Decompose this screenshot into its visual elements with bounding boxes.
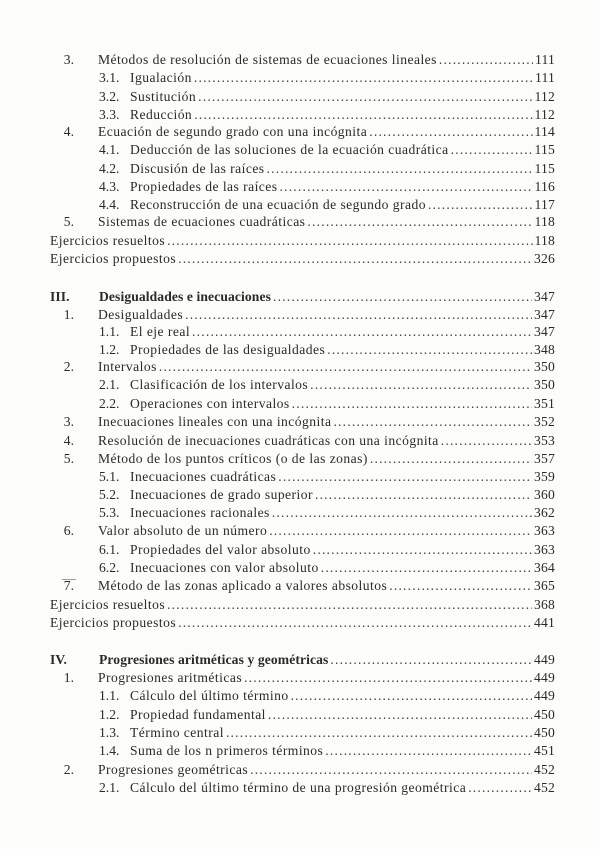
toc-entry-title: Suma de los n primeros términos <box>130 743 324 758</box>
toc-entry <box>0 595 600 615</box>
toc-entry <box>0 668 600 688</box>
toc-entry <box>0 68 600 88</box>
toc-entry-page: 352 <box>534 414 555 429</box>
dot-leader <box>333 412 532 432</box>
toc-entry-number: 1. <box>63 670 74 685</box>
toc-entry-title: Ejercicios propuestos <box>50 615 177 630</box>
toc-entry <box>0 503 600 523</box>
toc-entry-page: 363 <box>534 542 555 557</box>
toc-entry-number: 5.3. <box>99 505 120 520</box>
toc-entry <box>0 322 600 342</box>
toc-entry-page: 450 <box>534 725 555 740</box>
dot-leader <box>167 231 532 251</box>
toc-entry <box>0 576 600 596</box>
toc-entry <box>0 375 600 395</box>
dot-leader <box>178 613 532 633</box>
toc-entry <box>0 50 600 70</box>
toc-entry-title: Desigualdades e inecuaciones <box>99 289 271 304</box>
toc-entry-number: 3. <box>63 52 74 67</box>
dot-leader <box>159 357 532 377</box>
toc-entry-number: 4.1. <box>99 142 120 157</box>
toc-entry-number: 4. <box>63 433 74 448</box>
toc-entry-title: Valor absoluto de un número <box>98 523 268 538</box>
toc-entry <box>0 723 600 743</box>
toc-entry-number: 2.1. <box>99 377 120 392</box>
toc-entry-number: III. <box>50 289 70 304</box>
toc-entry <box>0 449 600 469</box>
dot-leader <box>315 485 532 505</box>
toc-entry-number: 1.4. <box>99 743 120 758</box>
toc-entry-number: 2. <box>63 762 74 777</box>
toc-entry <box>0 231 600 251</box>
toc-entry-page: 363 <box>534 523 555 538</box>
toc-entry-page: 118 <box>534 214 555 229</box>
toc-entry <box>0 177 600 197</box>
toc-entry <box>0 467 600 487</box>
toc-entry-title: Cálculo del último término <box>130 688 289 703</box>
toc-entry <box>0 140 600 160</box>
toc-entry-number: 3.3. <box>99 107 120 122</box>
dot-leader <box>291 686 532 706</box>
toc-entry-title: Ejercicios resueltos <box>50 233 166 248</box>
toc-entry <box>0 249 600 269</box>
toc-entry-title: Ejercicios resueltos <box>50 597 166 612</box>
toc-entry-title: Propiedades de las desigualdades <box>130 342 326 357</box>
toc-entry-page: 116 <box>534 179 555 194</box>
toc-entry-page: 348 <box>534 342 555 357</box>
dot-leader <box>269 521 532 541</box>
toc-entry-title: Cálculo del último término de una progresión geométrica <box>130 780 467 795</box>
dot-leader <box>226 723 532 743</box>
toc-entry-title: Propiedades de las raíces <box>130 179 278 194</box>
toc-entry <box>0 521 600 541</box>
toc-entry-title: Sustitución <box>130 89 197 104</box>
dot-leader <box>321 558 532 578</box>
toc-entry-page: 449 <box>534 670 555 685</box>
toc-entry-number: 3. <box>63 414 74 429</box>
toc-entry <box>0 87 600 107</box>
toc-entry-title: Propiedades del valor absoluto <box>130 542 311 557</box>
toc-entry-page: 368 <box>534 597 555 612</box>
toc-entry-title: Métodos de resolución de sistemas de ecuaciones lineales <box>98 52 437 67</box>
toc-entry-number: 3.2. <box>99 89 120 104</box>
dot-leader <box>310 375 532 395</box>
dot-leader <box>370 449 532 469</box>
toc-entry-page: 112 <box>534 89 555 104</box>
toc-entry-title: Ejercicios propuestos <box>50 251 177 266</box>
toc-entry <box>0 686 600 706</box>
dot-leader <box>369 122 532 142</box>
toc-entry <box>0 558 600 578</box>
toc-entry-title: El eje real <box>130 324 191 339</box>
toc-entry-page: 452 <box>534 762 555 777</box>
toc-entry-page: 441 <box>534 615 555 630</box>
toc-entry-number: 6.2. <box>99 560 120 575</box>
dot-leader <box>280 177 533 197</box>
dot-leader <box>292 394 532 414</box>
toc-entry-page: 353 <box>534 433 555 448</box>
toc-entry-number: 4. <box>63 124 74 139</box>
dot-leader <box>325 741 532 761</box>
toc-entry-page: 111 <box>535 70 555 85</box>
toc-entry <box>0 778 600 798</box>
toc-entry <box>0 650 600 670</box>
toc-entry-title: Ecuación de segundo grado con una incógnita <box>98 124 368 139</box>
toc-entry-page: 357 <box>534 451 555 466</box>
toc-entry-number: 4.2. <box>99 161 120 176</box>
toc-entry-title: Igualación <box>130 70 192 85</box>
dot-leader <box>441 431 532 451</box>
dot-leader <box>330 650 532 670</box>
toc-entry-title: Intervalos <box>98 359 157 374</box>
dot-leader <box>272 503 532 523</box>
dot-leader <box>192 322 532 342</box>
toc-entry-number: 5.2. <box>99 487 120 502</box>
toc-entry-title: Desigualdades <box>98 307 184 322</box>
dot-leader <box>267 159 533 179</box>
dot-leader <box>198 87 532 107</box>
toc-entry-page: 351 <box>534 396 555 411</box>
toc-entry-number: 2.2. <box>99 396 120 411</box>
toc-entry-title: Término central <box>130 725 224 740</box>
toc-entry-title: Inecuaciones de grado superior <box>130 487 313 502</box>
toc-entry-page: 112 <box>534 107 555 122</box>
toc-entry-title: Reconstrucción de una ecuación de segundo grado <box>130 197 426 212</box>
toc-entry <box>0 760 600 780</box>
toc-entry-page: 365 <box>534 578 555 593</box>
toc-entry-title: Operaciones con intervalos <box>130 396 290 411</box>
toc-entry-number: IV. <box>50 652 68 667</box>
toc-entry-title: Sistemas de ecuaciones cuadráticas <box>98 214 306 229</box>
dot-leader <box>167 595 532 615</box>
toc-entry-number: 1. <box>63 307 74 322</box>
toc-entry-title: Progresiones aritméticas <box>98 670 243 685</box>
toc-entry <box>0 485 600 505</box>
dot-leader <box>244 668 532 688</box>
toc-entry-page: 114 <box>534 124 555 139</box>
toc-entry-title: Inecuaciones con valor absoluto <box>130 560 319 575</box>
toc-entry-title: Método de las zonas aplicado a valores absolutos <box>98 578 388 593</box>
toc-entry-page: 117 <box>534 197 555 212</box>
toc-entry <box>0 159 600 179</box>
toc-entry-title: Inecuaciones lineales con una incógnita <box>98 414 332 429</box>
dot-leader <box>451 140 533 160</box>
toc-entry-page: 347 <box>534 289 555 304</box>
toc-entry-title: Inecuaciones racionales <box>130 505 270 520</box>
toc-entry <box>0 287 600 307</box>
toc-entry-page: 364 <box>534 560 555 575</box>
dot-leader <box>307 212 532 232</box>
toc-entry-page: 360 <box>534 487 555 502</box>
toc-entry-number: 4.4. <box>99 197 120 212</box>
dot-leader <box>439 50 533 70</box>
dot-leader <box>268 705 532 725</box>
toc-entry-page: 347 <box>534 307 555 322</box>
toc-entry-number: 1.1. <box>99 324 120 339</box>
toc-entry-title: Propiedad fundamental <box>130 707 266 722</box>
toc-entry-number: 2.1. <box>99 780 120 795</box>
toc-entry-page: 326 <box>534 251 555 266</box>
toc-entry <box>0 741 600 761</box>
toc-entry-number: 7. <box>63 578 74 593</box>
toc-entry <box>0 394 600 414</box>
toc-entry <box>0 540 600 560</box>
toc-entry-page: 115 <box>534 161 555 176</box>
toc-entry-title: Resolución de inecuaciones cuadráticas con una incógnita <box>98 433 439 448</box>
toc-entry <box>0 212 600 232</box>
toc-entry <box>0 122 600 142</box>
toc-entry-title: Clasificación de los intervalos <box>130 377 309 392</box>
toc-entry-page: 449 <box>534 652 555 667</box>
toc-entry-page: 115 <box>534 142 555 157</box>
toc-entry-number: 1.3. <box>99 725 120 740</box>
dot-leader <box>278 467 532 487</box>
toc-entry <box>0 431 600 451</box>
dot-leader <box>313 540 532 560</box>
toc-entry-title: Deducción de las soluciones de la ecuación cuadrática <box>130 142 449 157</box>
toc-entry-title: Discusión de las raíces <box>130 161 265 176</box>
toc-entry-page: 449 <box>534 688 555 703</box>
toc-entry <box>0 705 600 725</box>
toc-entry-title: Reducción <box>130 107 193 122</box>
toc-entry <box>0 613 600 633</box>
toc-entry-page: 451 <box>534 743 555 758</box>
dot-leader <box>250 760 532 780</box>
dot-leader <box>194 68 533 88</box>
dot-leader <box>178 249 532 269</box>
toc-entry-title: Progresiones aritméticas y geométricas <box>99 652 329 667</box>
toc-entry-page: 359 <box>534 469 555 484</box>
toc-entry-page: 350 <box>534 359 555 374</box>
dot-leader <box>468 778 532 798</box>
toc-entry-title: Inecuaciones cuadráticas <box>130 469 277 484</box>
dot-leader <box>273 287 532 307</box>
toc-entry-number: 2. <box>63 359 74 374</box>
toc-entry-page: 450 <box>534 707 555 722</box>
toc-entry-number: 3.1. <box>99 70 120 85</box>
toc-entry-page: 111 <box>535 52 555 67</box>
toc-entry <box>0 412 600 432</box>
toc-entry-page: 118 <box>534 233 555 248</box>
toc-entry-page: 452 <box>534 780 555 795</box>
toc-entry-page: 350 <box>534 377 555 392</box>
toc-entry-number: 1.1. <box>99 688 120 703</box>
toc-entry-page: 362 <box>534 505 555 520</box>
toc-entry-number: 6.1. <box>99 542 120 557</box>
toc-entry-number: 5. <box>63 214 74 229</box>
toc-entry-title: Progresiones geométricas <box>98 762 249 777</box>
toc-entry-number: 1.2. <box>99 707 120 722</box>
toc-entry-title: Método de los puntos críticos (o de las zonas) <box>98 451 368 466</box>
toc-entry-number: 5. <box>63 451 74 466</box>
toc-entry-number: 1.2. <box>99 342 120 357</box>
toc-entry-number: 5.1. <box>99 469 120 484</box>
dot-leader <box>389 576 532 596</box>
toc-entry <box>0 357 600 377</box>
toc-entry-number: 6. <box>63 523 74 538</box>
toc-entry-number: 4.3. <box>99 179 120 194</box>
toc-entry-page: 347 <box>534 324 555 339</box>
